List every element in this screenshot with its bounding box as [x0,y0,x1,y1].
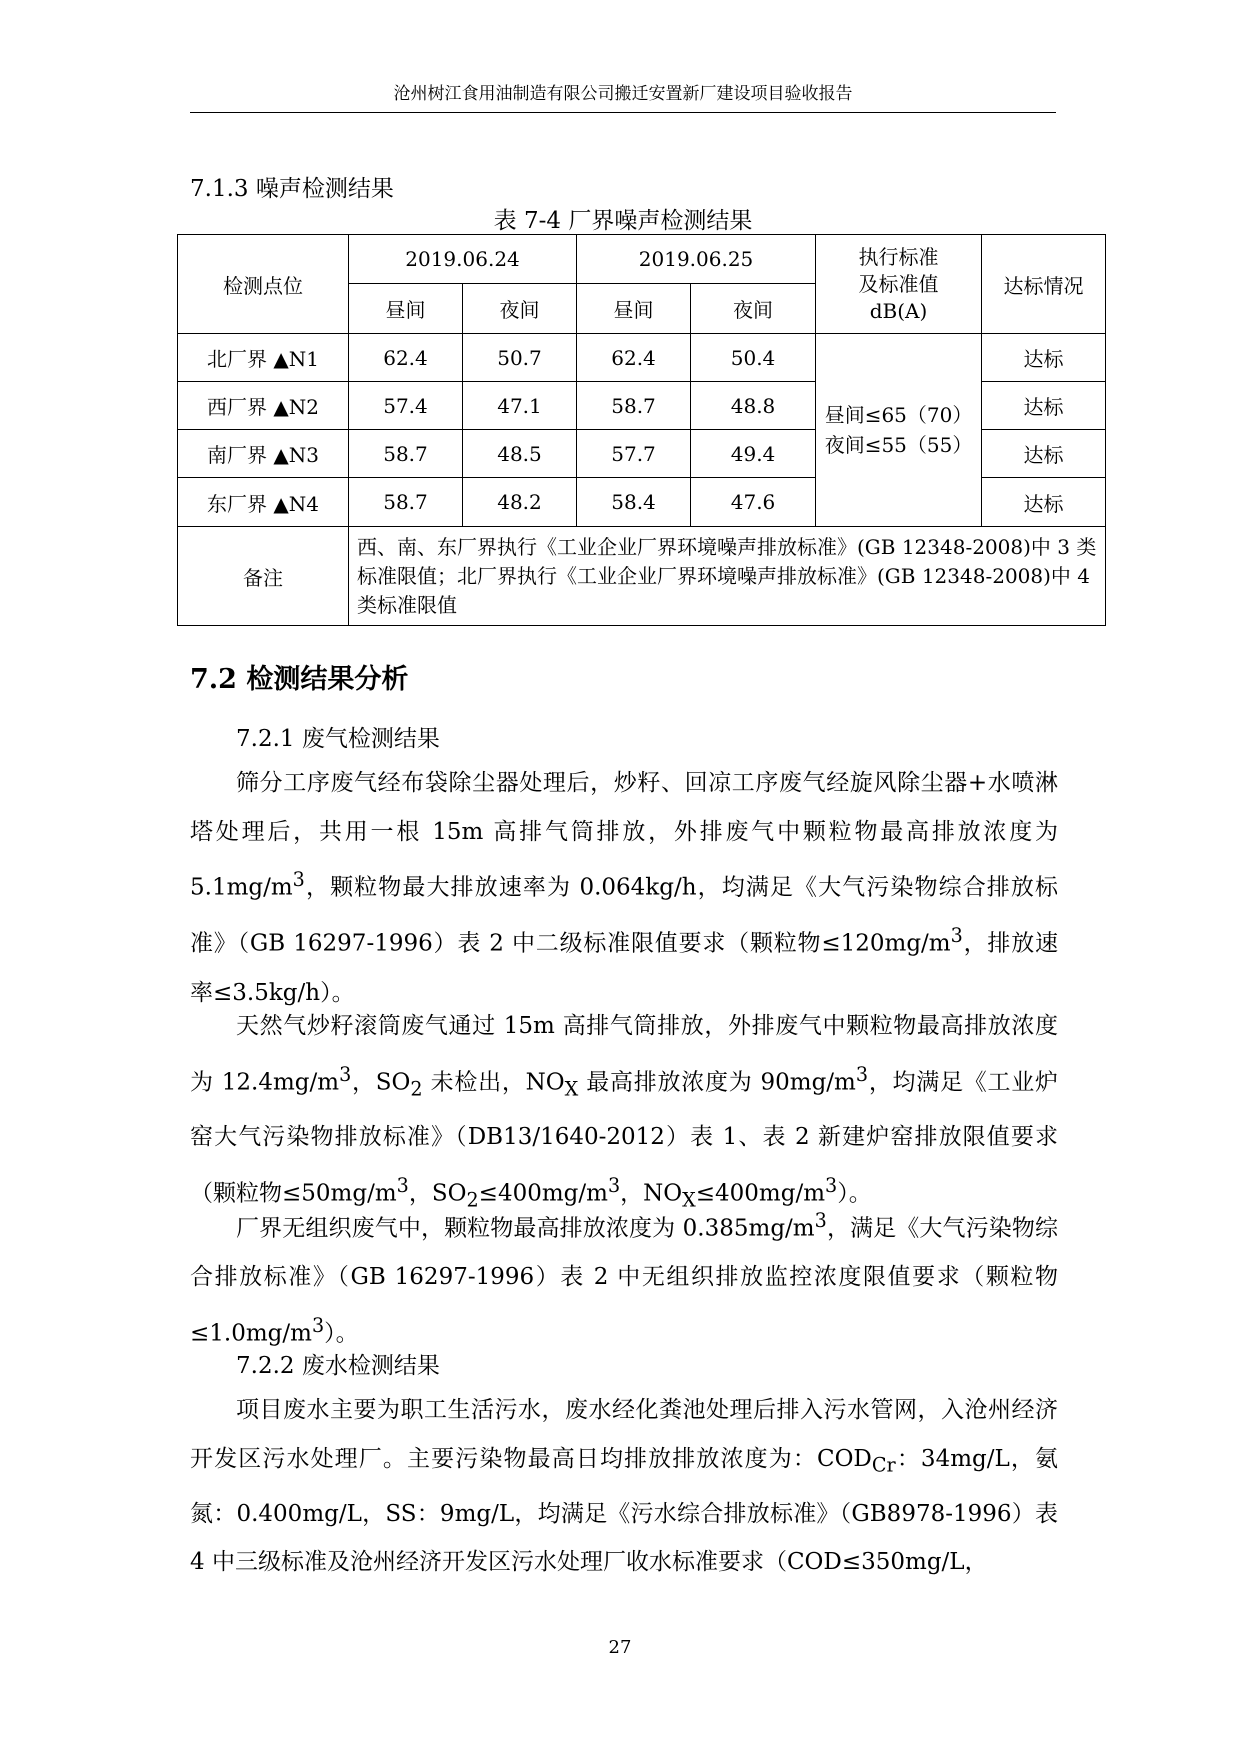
section-heading-7-1-3: 7.1.3 噪声检测结果 [190,176,394,202]
header-day: 昼间 [349,284,463,334]
text: ）。 [837,1180,872,1207]
header-standard-line: dB(A) [869,298,928,323]
superscript: 3 [311,1313,325,1337]
cell-point: 东厂界 ▲N4 [178,478,349,527]
text: ，均满足《工业炉窑大气污染物排放标准》（DB13/1640-2012）表 1、表 2 新建炉窑排放限值要求（颗粒物≤50mg/m [190,1069,1058,1207]
header-date-1: 2019.06.24 [349,235,577,284]
section-heading-7-2-2: 7.2.2 废水检测结果 [236,1353,440,1379]
cell-value: 48.2 [463,478,577,527]
standard-night: 夜间≤55（55） [824,433,973,457]
cell-value: 47.1 [463,382,577,430]
text: ，满足《大气污染物综合排放标准》（GB 16297-1996）表 2 中无组织排放监控浓度限值要求（颗粒物≤1.0mg/m [190,1215,1059,1347]
cell-value: 48.8 [691,382,816,430]
superscript: 3 [396,1174,409,1198]
text: ≤400mg/m [478,1180,608,1207]
cell-value: 58.7 [577,382,691,430]
text: ，排放速率≤3.5kg/h）。 [190,931,1058,1006]
text: 筛分工序废气经布袋除尘器处理后，炒籽、回凉工序废气经旋风除尘器+水喷淋塔处理后，共用一根 15m 高排气筒排放，外排废气中颗粒物最高排放浓度为 5.1mg/m [190,770,1058,901]
header-day: 昼间 [577,284,691,334]
cell-standard-value [816,334,982,527]
cell-value: 47.6 [691,478,816,527]
cell-value: 62.4 [577,334,691,382]
text: ，SO [408,1180,467,1207]
cell-point: 北厂界 ▲N1 [178,334,349,382]
subscript: 2 [410,1076,423,1100]
subscript: 2 [466,1188,479,1212]
remark-label: 备注 [178,527,349,626]
cell-value: 62.4 [349,334,463,382]
table-row [178,334,1106,382]
subscript: Cr [871,1453,896,1477]
superscript: 3 [825,1174,838,1198]
header-standard-line: 及标准值 [858,271,939,296]
paragraph-exhaust-2 [190,1002,1058,1225]
cell-status: 达标 [982,478,1106,527]
superscript: 3 [855,1062,869,1086]
paragraph-exhaust-3 [190,1197,1058,1358]
cell-value: 57.4 [349,382,463,430]
cell-value: 58.7 [349,478,463,527]
superscript: 3 [339,1062,352,1086]
text: 项目废水主要为职工生活污水，废水经化粪池处理后排入污水管网，入沧州经济开发区污水处理厂。主要污染物最高日均排放排放浓度为：COD [190,1397,1058,1472]
header-night: 夜间 [463,284,577,334]
superscript: 3 [950,924,963,948]
subscript: X [682,1188,696,1212]
cell-status: 达标 [982,334,1106,382]
text: ，颗粒物最大排放速率为 0.064kg/h，均满足《大气污染物综合排放标准》（GB 16297-1996）表 2 中二级标准限值要求（颗粒物≤120mg/m [190,874,1058,958]
header-point: 检测点位 [178,235,349,334]
header-compliance: 达标情况 [982,235,1106,334]
text: 天然气炒籽滚筒废气通过 15m 高排气筒排放，外排废气中颗粒物最高排放浓度为 12.4mg/m [190,1013,1058,1096]
subscript: X [564,1076,579,1100]
header-date-2: 2019.06.25 [577,235,816,284]
cell-status: 达标 [982,430,1106,478]
cell-value: 49.4 [691,430,816,478]
page-number: 27 [608,1637,632,1658]
cell-point: 西厂界 ▲N2 [178,382,349,430]
text: 最高排放浓度为 90mg/m [578,1069,856,1096]
cell-value: 48.5 [463,430,577,478]
standard-day: 昼间≤65（70） [824,403,973,427]
text: ，NO [620,1180,683,1207]
superscript: 3 [607,1174,621,1198]
cell-status: 达标 [982,382,1106,430]
text: ）。 [324,1320,359,1347]
superscript: 3 [292,868,305,892]
cell-point: 南厂界 ▲N3 [178,430,349,478]
text: 厂界无组织废气中，颗粒物最高排放浓度为 0.385mg/m [236,1215,815,1242]
text: ，SO [351,1069,411,1096]
cell-value: 50.4 [691,334,816,382]
remark-text: 西、南、东厂界执行《工业企业厂界环境噪声排放标准》(GB 12348-2008)中 3 类标准限值；北厂界执行《工业企业厂界环境噪声排放标准》(GB 12348-2008)中 4 类标准限值 [349,527,1106,626]
paragraph-wastewater [190,1386,1058,1587]
header-night: 夜间 [691,284,816,334]
section-heading-7-2: 7.2 检测结果分析 [190,664,409,695]
cell-value: 50.7 [463,334,577,382]
cell-value: 58.4 [577,478,691,527]
page-header: 沧州树江食用油制造有限公司搬迁安置新厂建设项目验收报告 [190,82,1056,113]
cell-value: 57.7 [577,430,691,478]
noise-table [177,234,1106,626]
table-caption: 表 7-4 厂界噪声检测结果 [493,208,753,234]
text: 未检出，NO [422,1069,565,1096]
header-standard-line: 执行标准 [858,244,939,269]
paragraph-exhaust-1 [190,759,1058,1017]
header-standard [816,235,982,334]
section-heading-7-2-1: 7.2.1 废气检测结果 [236,726,440,752]
superscript: 3 [814,1209,827,1232]
text: ：34mg/L，氨氮：0.400mg/L，SS：9mg/L，均满足《污水综合排放标准》（GB8978-1996）表 4 中三级标准及沧州经济开发区污水处理厂收水标准要求（COD≤350mg/L， [190,1445,1058,1576]
text: ≤400mg/m [695,1180,826,1207]
cell-value: 58.7 [349,430,463,478]
